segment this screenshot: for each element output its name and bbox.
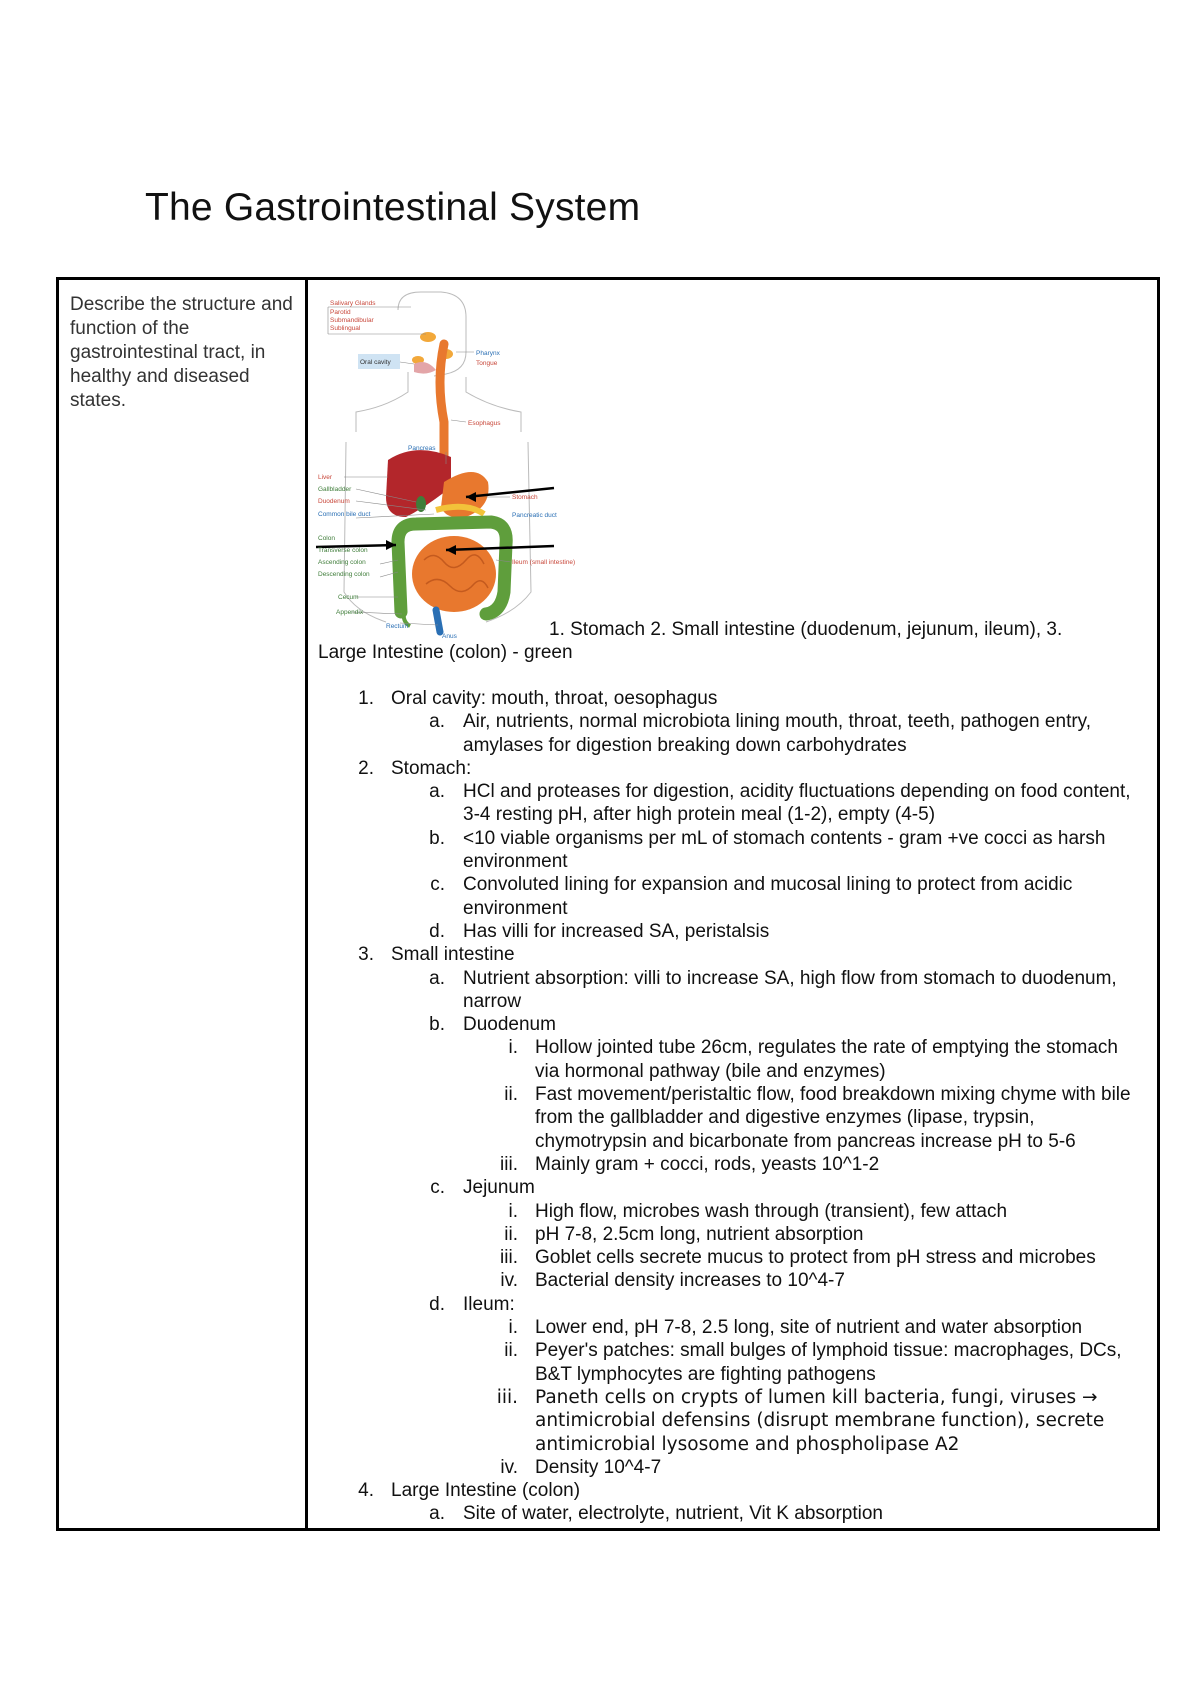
list-marker: a. — [429, 967, 445, 989]
rectum — [436, 610, 440, 632]
list-item-duodenum — [308, 1013, 1157, 1036]
list-marker: a. — [429, 781, 445, 803]
label-pharynx: Pharynx — [476, 350, 500, 357]
list-marker: ii. — [504, 1084, 518, 1106]
list-item-text: Small intestine — [391, 944, 515, 966]
list-item-oral-cavity — [308, 687, 1157, 710]
list-marker: 4. — [358, 1480, 374, 1502]
list-item-large-intestine — [308, 1479, 1157, 1502]
list-item-text: Duodenum — [463, 1014, 556, 1036]
list-item — [308, 1153, 1157, 1176]
label-appendix: Appendix — [336, 609, 364, 616]
list-item — [308, 1316, 1157, 1339]
list-item-text: pH 7-8, 2.5cm long, nutrient absorption — [535, 1223, 864, 1245]
label-transverse-colon: Transverse colon — [318, 547, 368, 554]
list-item-text: Nutrient absorption: villi to increase SA, high flow from stomach to duodenum, narrow — [463, 967, 1117, 1012]
label-stomach: Stomach — [512, 494, 538, 501]
label-esophagus: Esophagus — [468, 420, 501, 427]
list-item — [308, 1386, 1157, 1456]
list-item-stomach — [308, 757, 1157, 780]
list-marker: iv. — [500, 1270, 518, 1292]
label-ascending-colon: Ascending colon — [318, 559, 366, 566]
list-item-small-intestine — [308, 943, 1157, 966]
list-marker: iv. — [500, 1456, 518, 1478]
list-item-text: HCl and proteases for digestion, acidity fluctuations depending on food content, 3-4 resting pH, after high protein meal (1-2), empty (4-5) — [463, 781, 1131, 826]
digestive-system-diagram — [316, 292, 576, 642]
list-marker: i. — [508, 1317, 518, 1339]
list-marker: ii. — [504, 1340, 518, 1362]
label-sublingual: Sublingual — [330, 325, 361, 332]
label-submandibular: Submandibular — [330, 317, 374, 324]
list-item — [308, 967, 1157, 1014]
prompt-cell — [59, 280, 308, 1528]
outline-list — [308, 687, 1157, 1526]
list-item-text: Mainly gram + cocci, rods, yeasts 10^1-2 — [535, 1153, 880, 1175]
list-item — [308, 1083, 1157, 1153]
list-item-text: Fast movement/peristaltic flow, food breakdown mixing chyme with bile from the gallbladder and digestive enzymes (lipase, trypsin, chymotrypsin and bicarbonate from pancreas increase pH to 5-6 — [535, 1084, 1131, 1152]
list-marker: d. — [429, 920, 445, 942]
label-rectum: Rectum — [386, 623, 409, 630]
list-marker: i. — [508, 1200, 518, 1222]
list-item — [308, 827, 1157, 874]
label-tongue: Tongue — [476, 360, 498, 367]
list-marker: c. — [430, 1177, 445, 1199]
list-item-text: Goblet cells secrete mucus to protect from pH stress and microbes — [535, 1247, 1096, 1269]
neck-outline — [356, 372, 408, 432]
list-item-text: Stomach: — [391, 757, 472, 779]
list-item-text: Has villi for increased SA, peristalsis — [463, 920, 770, 942]
label-oral-cavity: Oral cavity — [360, 359, 391, 366]
list-marker: i. — [508, 1037, 518, 1059]
label-gallbladder: Gallbladder — [318, 486, 352, 493]
list-marker: 2. — [358, 757, 374, 779]
list-marker: iii. — [500, 1247, 518, 1269]
notes-table — [56, 277, 1160, 1531]
label-common-bile-duct: Common bile duct — [318, 511, 371, 518]
list-item — [308, 1502, 1157, 1525]
prompt-text: Describe the structure and function of the gastrointestinal tract, in healthy and diseased states. — [70, 294, 293, 411]
list-item — [308, 1246, 1157, 1269]
list-marker: b. — [429, 827, 445, 849]
list-marker: iii. — [496, 1386, 518, 1408]
list-item-text: Ileum: — [463, 1293, 515, 1315]
list-item-text: Lower end, pH 7-8, 2.5 long, site of nutrient and water absorption — [535, 1317, 1083, 1339]
list-item — [308, 873, 1157, 920]
list-item — [308, 1339, 1157, 1386]
list-marker: a. — [429, 711, 445, 733]
list-item-text: Convoluted lining for expansion and mucosal lining to protect from acidic environment — [463, 874, 1073, 919]
list-item-text: Hollow jointed tube 26cm, regulates the rate of emptying the stomach via hormonal pathway (bile and enzymes) — [535, 1037, 1118, 1082]
list-item-text: Oral cavity: mouth, throat, oesophagus — [391, 688, 718, 709]
list-item — [308, 1200, 1157, 1223]
list-marker: 3. — [358, 944, 374, 966]
list-item — [308, 1269, 1157, 1292]
label-duodenum: Duodenum — [318, 498, 350, 505]
list-item-jejunum — [308, 1176, 1157, 1199]
list-item-text: Large Intestine (colon) — [391, 1480, 581, 1502]
label-salivary-glands: Salivary Glands — [330, 300, 376, 307]
list-marker: ii. — [504, 1223, 518, 1245]
label-pancreas: Pancreas — [408, 445, 436, 452]
list-item — [308, 1223, 1157, 1246]
label-anus: Anus — [442, 633, 457, 640]
label-liver: Liver — [318, 474, 333, 481]
list-item-text: <10 viable organisms per mL of stomach contents - gram +ve cocci as harsh environment — [463, 827, 1106, 873]
label-pancreatic-duct: Pancreatic duct — [512, 512, 557, 519]
list-item-text: Site of water, electrolyte, nutrient, Vit K absorption — [463, 1503, 883, 1525]
list-item-text: Jejunum — [463, 1177, 535, 1199]
list-item — [308, 710, 1157, 757]
list-item-text: Peyer's patches: small bulges of lymphoid tissue: macrophages, DCs, B&T lymphocytes are fighting pathogens — [535, 1340, 1122, 1385]
label-descending-colon: Descending colon — [318, 571, 370, 578]
diagram-caption-line-2: Large Intestine (colon) - green — [318, 642, 573, 663]
list-marker: a. — [429, 1503, 445, 1525]
list-item-ileum — [308, 1293, 1157, 1316]
answer-cell — [308, 280, 1157, 1528]
tongue — [414, 362, 436, 374]
list-item — [308, 920, 1157, 943]
list-item — [308, 780, 1157, 827]
diagram-caption-line-1: 1. Stomach 2. Small intestine (duodenum, jejunum, ileum), 3. — [549, 619, 1063, 640]
list-item-text: Bacterial density increases to 10^4-7 — [535, 1270, 845, 1292]
list-item-text: Air, nutrients, normal microbiota lining mouth, throat, teeth, pathogen entry, amylases for digestion breaking down carbohydrates — [463, 711, 1092, 756]
list-marker: b. — [429, 1014, 445, 1036]
list-marker: 1. — [358, 688, 374, 709]
label-colon: Colon — [318, 535, 335, 542]
list-item-text: High flow, microbes wash through (transient), few attach — [535, 1200, 1008, 1222]
label-ileum: Ileum (small intestine) — [512, 559, 576, 566]
list-item-text: Paneth cells on crypts of lumen kill bacteria, fungi, viruses → antimicrobial defensins (disrupt membrane function), secrete antimicrobial lysosome and phospholipase A2 — [535, 1386, 1105, 1455]
list-item — [308, 1036, 1157, 1083]
page-title: The Gastrointestinal System — [145, 186, 641, 229]
list-item-text: Density 10^4-7 — [535, 1456, 662, 1478]
list-item — [308, 1456, 1157, 1479]
label-parotid: Parotid — [330, 309, 351, 316]
list-marker: d. — [429, 1293, 445, 1315]
list-marker: iii. — [500, 1153, 518, 1175]
parotid-gland — [420, 332, 436, 342]
label-cecum: Cecum — [338, 594, 359, 601]
list-marker: c. — [430, 874, 445, 896]
